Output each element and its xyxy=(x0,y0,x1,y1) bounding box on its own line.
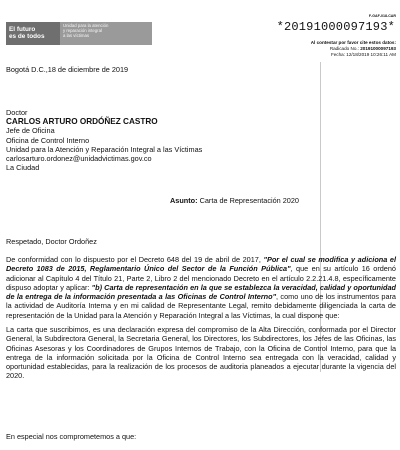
radicado-number: *20191000097193* xyxy=(276,20,395,34)
para1-text-3: , como uno de los instrumentos para la actividad de Auditoría Interna y en mi calidad de Representante Legal, remito debidamente diligenciada la carta de representación de la Unidad para la Atención y Reparación Integral a las Víctimas, la cual dispone que: xyxy=(6,292,396,320)
para1-decree-title: "Por el cual se modifica y adiciona el Decreto 1083 de 2015, Reglamentario Único del Sector de la Función Pública" xyxy=(6,255,396,274)
recipient-entity: Unidad para la Atención y Reparación Integral a las Víctimas xyxy=(6,144,203,154)
recipient-name: CARLOS ARTURO ORDÓÑEZ CASTRO xyxy=(6,117,158,127)
logo-slogan xyxy=(6,22,60,45)
logo-sub-2: y reparación integral xyxy=(63,27,102,33)
para1-text-1: De conformidad con lo dispuesto por el Decreto 648 del 19 de abril de 2017, xyxy=(6,255,264,264)
radicado-no-label: Radicado No.: xyxy=(329,46,359,51)
radicado-info xyxy=(311,40,396,58)
institution-logo xyxy=(6,22,152,45)
paragraph-intro-list: En especial nos comprometemos a que: xyxy=(6,432,137,441)
logo-unit-name xyxy=(60,22,152,45)
logo-sub-3: a las víctimas xyxy=(63,32,90,38)
form-code: F-GAF-018-CAR xyxy=(368,14,396,18)
radicado-no-value: 20191000097193 xyxy=(360,46,396,51)
para1-text-2: , que en su artículo 16 ordenó adicionar al Capítulo 4 del Título 21, Parte 2, Libro 2 del mencionado Decreto en el artículo 2.2.21.4.8, específicamente dispuso adoptar y aplicar: xyxy=(6,264,396,292)
radicado-note: Al contestar por favor cite estos datos: xyxy=(310,40,396,45)
recipient-email: carlosarturo.ordonez@unidadvictimas.gov.co xyxy=(6,154,152,164)
fecha-line xyxy=(311,52,396,58)
paragraph-legal-basis xyxy=(6,255,396,320)
letter-date: Bogotá D.C.,18 de diciembre de 2019 xyxy=(6,65,129,74)
logo-line-1: El futuro xyxy=(9,26,36,33)
subject-line xyxy=(170,196,299,205)
logo-sub-1: Unidad para la atención xyxy=(63,23,109,28)
recipient-office: Oficina de Control Interno xyxy=(6,135,90,145)
recipient-block xyxy=(6,108,202,172)
logo-line-2: es de todos xyxy=(9,33,45,40)
recipient-position: Jefe de Oficina xyxy=(6,126,55,136)
salutation: Respetado, Doctor Ordoñez xyxy=(6,237,97,246)
fecha-label: Fecha: xyxy=(330,52,345,57)
subject-label: Asunto: xyxy=(170,196,198,205)
subject-value: Carta de Representación 2020 xyxy=(199,196,299,205)
fecha-value: 12/18/2019 10:26:11 AM xyxy=(346,52,396,57)
recipient-city: La Ciudad xyxy=(6,163,40,173)
paragraph-commitment: La carta que suscribimos, es una declaración expresa del compromiso de la Alta Dirección, conformada por el Director General, la Subdirectora General, la Secretaria General, los Directores, los Subdirectores, los Jefes de las Oficinas, las Oficinas Asesoras y los Coordinadores de Grupos Internos de Trabajo, con la Oficina de Control Interno, para que la entrega de la información solicitada por la Oficina de Control Interno sea entregada con la veracidad, calidad y oportunidad establecidas, para la realización de los procesos de auditoria planeados a ejecutar durante la vigencia del 2020. xyxy=(6,325,396,381)
para1-quoted-clause: "b) Carta de representación en la que se establezca la veracidad, calidad y oportunidad de la entrega de la información presentada a las Oficinas de Control Interno" xyxy=(6,282,396,302)
recipient-title: Doctor xyxy=(6,108,28,117)
